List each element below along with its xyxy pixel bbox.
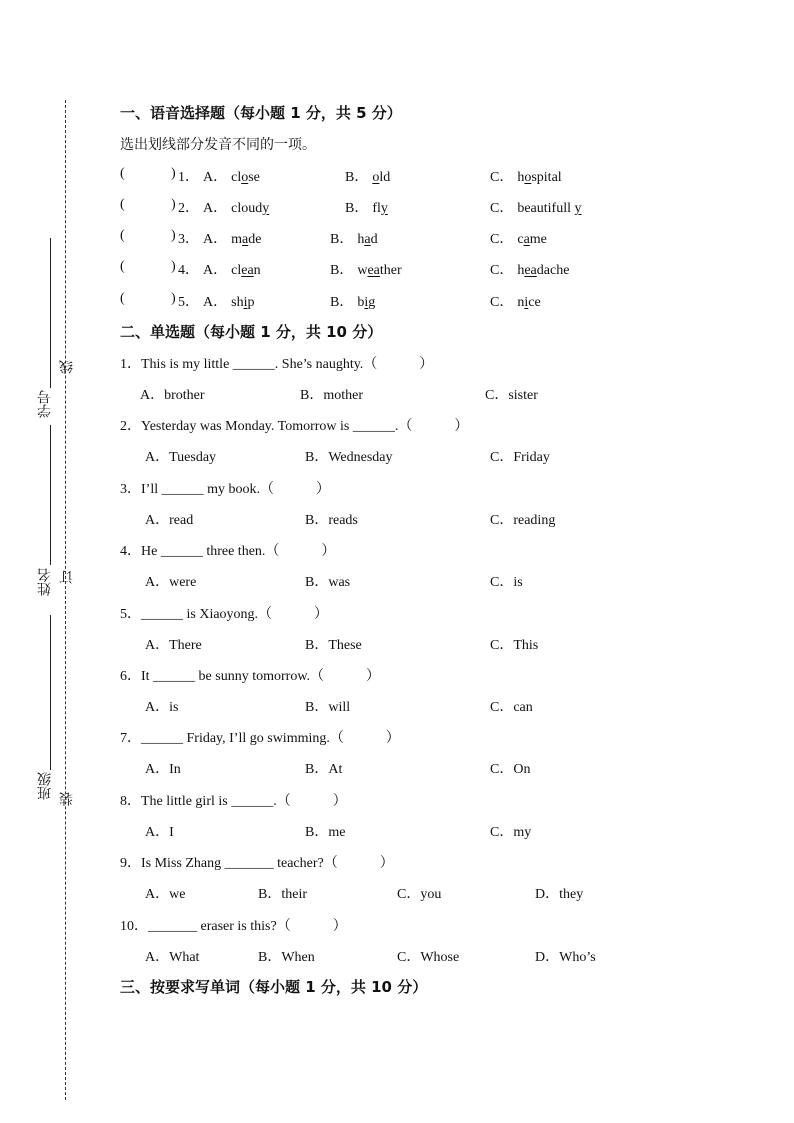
option-b (345, 166, 390, 186)
option-label: B． (330, 232, 354, 247)
question-number: 2． (178, 201, 199, 216)
student-no-label: 学号 (38, 390, 53, 418)
underlined-sound: i (243, 295, 248, 310)
word-part: ld (379, 170, 391, 185)
word-part: d (370, 232, 378, 247)
answer-option: A．Tuesday (145, 450, 217, 465)
option-label: A． (203, 295, 228, 310)
word-part: fl (372, 201, 381, 216)
option-label: B． (345, 170, 369, 185)
question-text: 7．______ Friday, I’ll go swimming.（ ） (120, 731, 400, 746)
answer-option: D．Who’s (535, 950, 596, 965)
name-label: 姓名 (38, 568, 53, 596)
section3-heading: 三、按要求写单词（每小题 1 分，共 10 分） (120, 978, 428, 996)
option-c (490, 228, 547, 248)
option-label: C． (490, 295, 514, 310)
answer-option: A．were (145, 575, 197, 590)
question-number: 3． (178, 232, 199, 247)
option-label: B． (330, 295, 354, 310)
answer-option: C．reading (490, 513, 556, 528)
underlined-sound: i (524, 295, 529, 310)
underlined-sound: ea (524, 263, 537, 278)
question-text: 4．He ______ three then.（ ） (120, 544, 336, 559)
word-part: w (357, 263, 368, 278)
question-text: 10．_______ eraser is this?（ ） (120, 919, 347, 934)
option-b (330, 291, 375, 311)
option-c (490, 197, 582, 217)
underlined-sound: y (380, 201, 388, 216)
word-part: n (517, 295, 525, 310)
option-a (203, 197, 269, 217)
answer-paren-open: ( (120, 166, 125, 181)
answer-option: C．you (397, 887, 442, 902)
answer-option: A．is (145, 700, 179, 715)
word-part: spital (531, 170, 562, 185)
answer-paren-open: ( (120, 197, 125, 212)
section1-heading: 一、语音选择题（每小题 1 分，共 5 分） (120, 104, 402, 122)
question-text: 3．I’ll ______ my book.（ ） (120, 482, 330, 497)
answer-option: C．On (490, 762, 531, 777)
option-b (330, 228, 378, 248)
word-part: dache (536, 263, 570, 278)
answer-option: B．These (305, 638, 362, 653)
answer-option: A．In (145, 762, 181, 777)
word-part: c (517, 232, 524, 247)
underlined-sound: o (372, 170, 380, 185)
underlined-sound: ea (241, 263, 254, 278)
word-part: ther (379, 263, 402, 278)
word-part: se (248, 170, 260, 185)
word-part: p (247, 295, 255, 310)
answer-option: B．will (305, 700, 351, 715)
answer-paren-close: ) (171, 166, 176, 181)
underlined-sound: a (523, 232, 530, 247)
word-part: m (231, 232, 243, 247)
underlined-sound: i (364, 295, 369, 310)
answer-paren-close: ) (171, 259, 176, 274)
underlined-sound: ea (367, 263, 380, 278)
answer-option: C．sister (485, 388, 538, 403)
answer-option: A．What (145, 950, 200, 965)
answer-option: B．reads (305, 513, 358, 528)
word-part: de (248, 232, 262, 247)
word-part: h (517, 170, 525, 185)
answer-option: B．me (305, 825, 346, 840)
option-a (203, 166, 260, 186)
word-part: ce (528, 295, 541, 310)
word-part: cl (231, 263, 242, 278)
answer-paren-close: ) (171, 197, 176, 212)
question-text: 1．This is my little ______. She’s naughty.（ ） (120, 357, 434, 372)
answer-option: D．they (535, 887, 584, 902)
option-a (203, 291, 254, 311)
option-label: A． (203, 201, 228, 216)
option-label: C． (490, 263, 514, 278)
student-no-line (50, 238, 51, 388)
question-number: 1． (178, 170, 199, 185)
section1-instruction: 选出划线部分发音不同的一项。 (120, 137, 316, 153)
underlined-sound: o (241, 170, 249, 185)
margin-bind-char: 订 (60, 570, 75, 584)
underlined-sound: a (242, 232, 249, 247)
word-part: beautifull (517, 201, 575, 216)
underlined-sound: y (574, 201, 582, 216)
option-label: B． (330, 263, 354, 278)
option-label: C． (490, 232, 514, 247)
word-part: g (368, 295, 376, 310)
class-line (50, 615, 51, 770)
option-label: C． (490, 201, 514, 216)
question-text: 5．______ is Xiaoyong.（ ） (120, 607, 329, 622)
answer-option: A．read (145, 513, 194, 528)
question-number: 4． (178, 263, 199, 278)
option-label: C． (490, 170, 514, 185)
option-label: B． (345, 201, 369, 216)
answer-paren-open: ( (120, 259, 125, 274)
question-text: 2．Yesterday was Monday. Tomorrow is ______.（ ） (120, 419, 469, 434)
answer-option: C．is (490, 575, 523, 590)
answer-option: A．I (145, 825, 174, 840)
underlined-sound: a (364, 232, 371, 247)
answer-option: B．At (305, 762, 343, 777)
underlined-sound: y (262, 201, 270, 216)
answer-paren-open: ( (120, 291, 125, 306)
margin-line-char: 线 (60, 360, 75, 374)
answer-option: C．Friday (490, 450, 550, 465)
option-label: A． (203, 263, 228, 278)
answer-paren-close: ) (171, 291, 176, 306)
underlined-sound: o (524, 170, 532, 185)
answer-option: A．There (145, 638, 202, 653)
answer-option: B．was (305, 575, 351, 590)
question-number: 5． (178, 295, 199, 310)
answer-option: C．can (490, 700, 533, 715)
option-b (345, 197, 388, 217)
word-part: cl (231, 170, 242, 185)
word-part: n (253, 263, 261, 278)
word-part: cloud (231, 201, 263, 216)
word-part: me (529, 232, 547, 247)
section2-heading: 二、单选题（每小题 1 分，共 10 分） (120, 323, 383, 341)
question-text: 8．The little girl is ______.（ ） (120, 794, 347, 809)
word-part: h (357, 232, 365, 247)
option-c (490, 166, 562, 186)
answer-paren-open: ( (120, 228, 125, 243)
name-line (50, 425, 51, 565)
word-part: sh (231, 295, 244, 310)
option-c (490, 259, 569, 279)
binding-line (65, 100, 66, 1100)
option-b (330, 259, 402, 279)
option-a (203, 259, 261, 279)
word-part: b (357, 295, 365, 310)
option-c (490, 291, 541, 311)
word-part: h (517, 263, 525, 278)
answer-option: A．brother (140, 388, 205, 403)
question-text: 9．Is Miss Zhang _______ teacher?（ ） (120, 856, 394, 871)
answer-option: C．This (490, 638, 539, 653)
option-label: A． (203, 170, 228, 185)
answer-option: C．Whose (397, 950, 460, 965)
answer-option: C．my (490, 825, 532, 840)
margin-seal-char: 装 (60, 792, 75, 806)
question-text: 6．It ______ be sunny tomorrow.（ ） (120, 669, 381, 684)
option-label: A． (203, 232, 228, 247)
option-a (203, 228, 261, 248)
answer-option: B．mother (300, 388, 363, 403)
answer-option: B．Wednesday (305, 450, 393, 465)
answer-paren-close: ) (171, 228, 176, 243)
answer-option: A．we (145, 887, 186, 902)
answer-option: B．When (258, 950, 315, 965)
class-label: 班级 (38, 772, 53, 800)
answer-option: B．their (258, 887, 307, 902)
